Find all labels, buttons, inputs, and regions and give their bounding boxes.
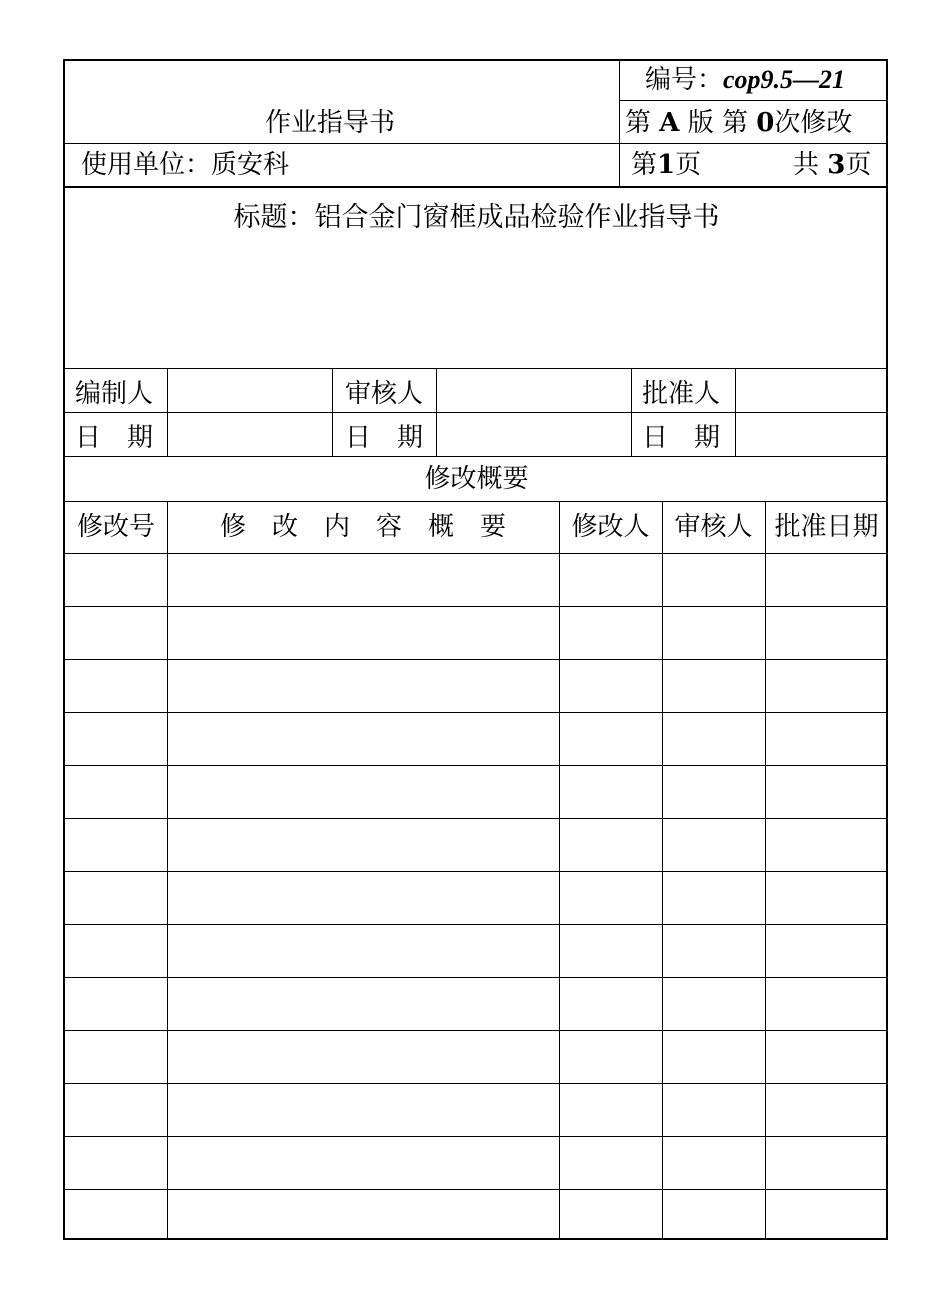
doc-type: 作业指导书 [265,108,396,138]
page-number [631,150,701,180]
col-revised-by: 修改人 [571,512,650,542]
total-value: 3 [827,150,846,180]
prepared-by-label: 编制人 [75,379,154,409]
rule-signoff-col [735,368,736,456]
rule-signers [65,412,888,413]
ban-prefix: 第 [625,108,652,138]
rule-unit [65,186,888,188]
page-value: 1 [657,150,676,180]
rule-header-split [619,61,620,186]
approved-by-label: 批准人 [642,379,721,409]
rev-value: 0 [756,108,775,138]
col-revision-no: 修改号 [76,512,155,542]
rule-signoff-col [436,368,437,456]
doc-code-label: 编号： [645,65,724,95]
doc-code-value: cop9.5—21 [723,65,846,94]
rule-signoff-col [631,368,632,456]
rule-table-col [662,501,663,1240]
document-title: 标题：铝合金门窗框成品检验作业指导书 [233,202,720,233]
rev-suffix: 次修改 [774,108,853,138]
page-total [793,150,871,180]
rev-prefix: 第 [722,108,749,138]
revision-summary-heading: 修改概要 [424,464,529,494]
rule-table-col [167,501,168,1240]
reviewed-by-label: 审核人 [345,379,424,409]
rule-signoff-col [332,368,333,456]
col-reviewed-by: 审核人 [674,512,753,542]
ban-value: A [659,108,680,138]
ban-suffix: 版 [687,108,714,138]
page-prefix: 第 [631,150,658,180]
rule-signoff-col [167,368,168,456]
rule-code [620,100,888,101]
doc-version [625,108,852,138]
rule-table-col [559,501,560,1240]
page-suffix: 页 [675,150,702,180]
prepared-date-label: 日 期 [75,423,154,453]
rule-dates [65,456,888,457]
col-revision-content: 修 改 内 容 概 要 [219,512,506,542]
doc-code [645,65,845,95]
reviewed-date-label: 日 期 [345,423,424,453]
total-suffix: 页 [845,150,872,180]
total-prefix: 共 [793,150,820,180]
usage-unit: 使用单位：质安科 [81,150,290,180]
rule-header [65,143,888,144]
col-approval-date: 批准日期 [774,512,879,542]
rule-table-col [765,501,766,1240]
approved-date-label: 日 期 [642,423,721,453]
document-sheet [63,59,888,1240]
rule-title [65,368,888,369]
